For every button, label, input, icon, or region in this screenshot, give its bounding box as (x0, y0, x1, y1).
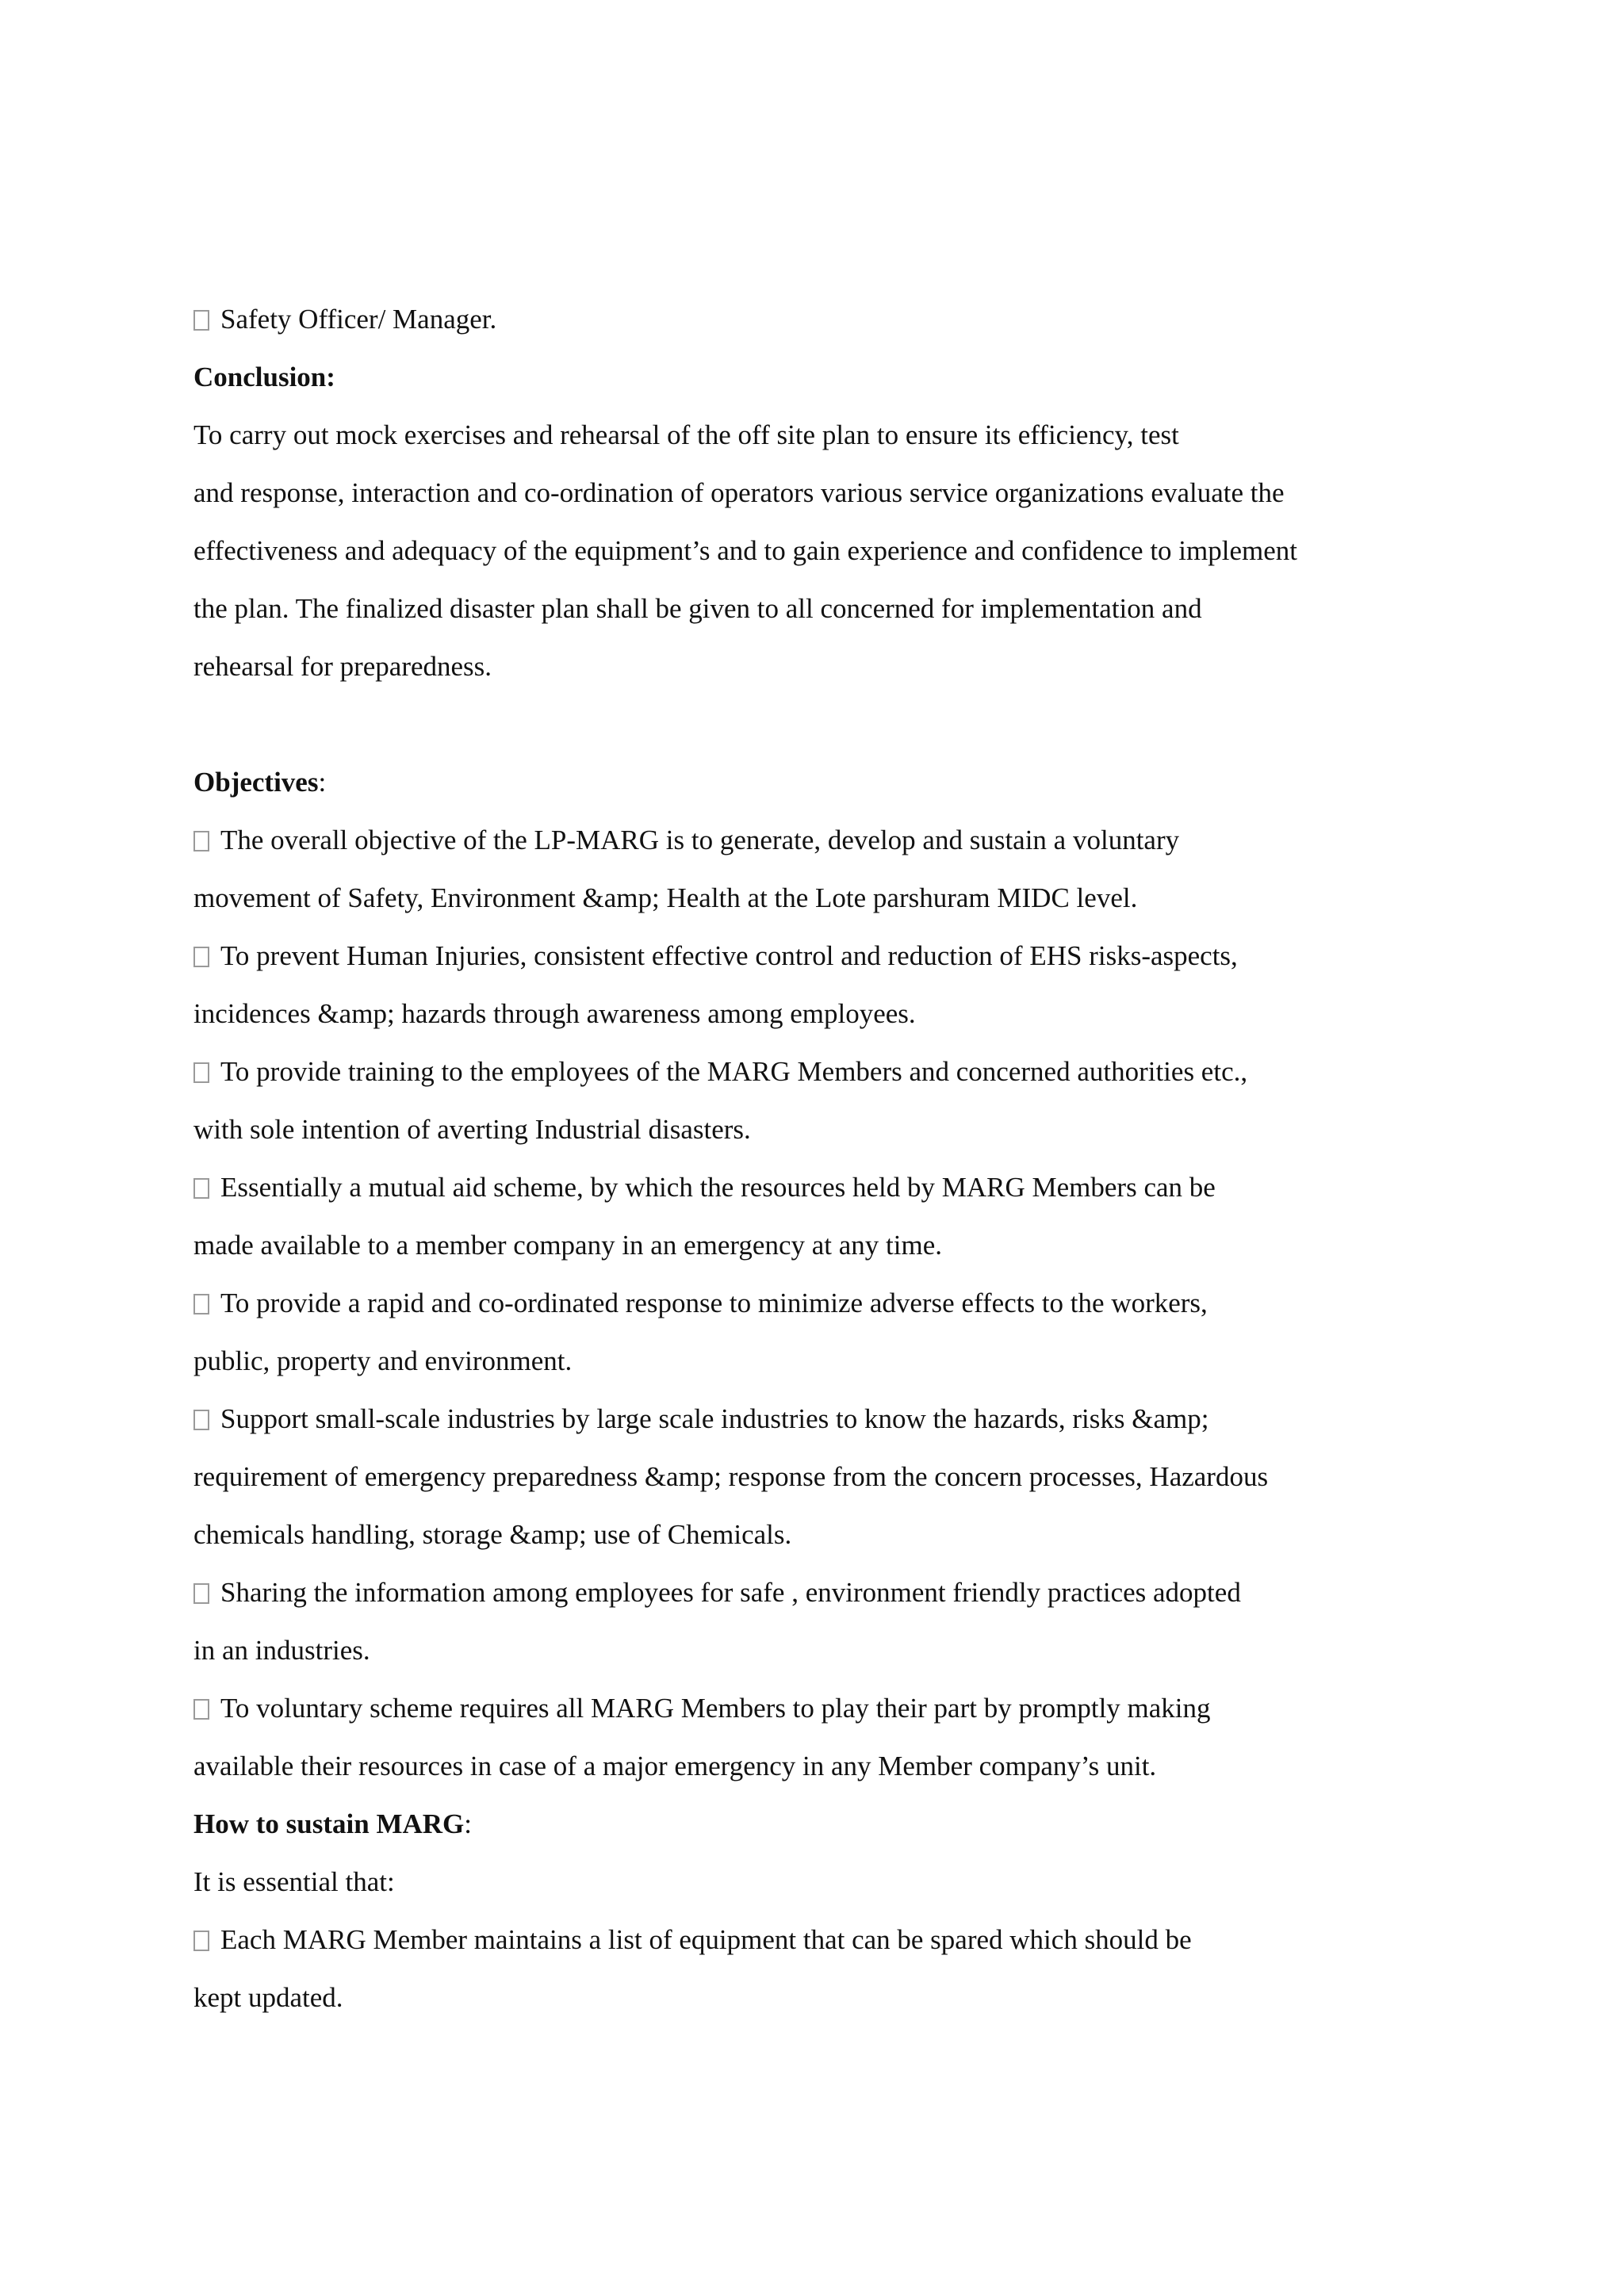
objectives-heading-text: Objectives (193, 767, 319, 798)
bullet-box-icon (193, 1931, 209, 1951)
list-item-text: The overall objective of the LP-MARG is to generate, develop and sustain a voluntary (220, 825, 1180, 855)
list-item (193, 927, 1415, 985)
sustain-heading-text: How to sustain MARG (193, 1808, 465, 1839)
paragraph-line: To carry out mock exercises and rehearsal of the off site plan to ensure its efficiency, test (193, 419, 1179, 450)
bullet-box-icon (193, 1294, 209, 1314)
list-item-continuation: available their resources in case of a major emergency in any Member company’s unit. (193, 1751, 1157, 1781)
bullet-box-icon (193, 947, 209, 967)
list-item-continuation: public, property and environment. (193, 1345, 573, 1376)
list-item-text: To voluntary scheme requires all MARG Members to play their part by promptly making (220, 1693, 1211, 1724)
bullet-box-icon (193, 1410, 209, 1430)
list-item-text: Safety Officer/ Manager. (220, 304, 497, 335)
list-item (193, 1679, 1415, 1737)
conclusion-heading: Conclusion: (193, 362, 335, 392)
list-item-continuation: incidences &amp; hazards through awareness among employees. (193, 998, 916, 1029)
list-item (193, 811, 1415, 869)
list-item-continuation: in an industries. (193, 1635, 370, 1666)
bullet-box-icon (193, 1062, 209, 1083)
list-item-text: Sharing the information among employees for safe , environment friendly practices adopted (220, 1577, 1241, 1608)
list-item-continuation: made available to a member company in an emergency at any time. (193, 1230, 942, 1261)
heading-colon: : (318, 767, 327, 798)
list-item (193, 290, 1415, 348)
list-item (193, 1563, 1415, 1621)
list-item-text: To provide a rapid and co-ordinated response to minimize adverse effects to the workers, (220, 1288, 1208, 1318)
list-item-continuation: chemicals handling, storage &amp; use of Chemicals. (193, 1519, 792, 1550)
list-item (193, 1390, 1415, 1448)
bullet-box-icon (193, 831, 209, 851)
paragraph-line: and response, interaction and co-ordination of operators various service organizations evaluate the (193, 477, 1285, 508)
list-item (193, 1274, 1415, 1332)
heading-colon: : (464, 1808, 473, 1839)
list-item (193, 1911, 1415, 1969)
sustain-intro: It is essential that: (193, 1866, 395, 1897)
bullet-box-icon (193, 1583, 209, 1604)
list-item (193, 1043, 1415, 1100)
paragraph-line: the plan. The finalized disaster plan shall be given to all concerned for implementation and (193, 593, 1202, 624)
page-body (193, 290, 1415, 2026)
bullet-box-icon (193, 310, 209, 331)
bullet-box-icon (193, 1178, 209, 1199)
list-item-continuation: with sole intention of averting Industrial disasters. (193, 1114, 751, 1145)
list-item-text: Essentially a mutual aid scheme, by which the resources held by MARG Members can be (220, 1172, 1216, 1203)
spacer (193, 695, 1415, 753)
sustain-heading (193, 1795, 1415, 1853)
objectives-heading (193, 753, 1415, 811)
list-item-continuation: requirement of emergency preparedness &amp; response from the concern processes, Hazardous (193, 1461, 1269, 1492)
list-item-text: To provide training to the employees of the MARG Members and concerned authorities etc., (220, 1056, 1248, 1087)
list-item-text: To prevent Human Injuries, consistent effective control and reduction of EHS risks-aspects, (220, 940, 1238, 971)
bullet-box-icon (193, 1699, 209, 1720)
list-item-continuation: kept updated. (193, 1982, 343, 2013)
list-item-text: Support small-scale industries by large scale industries to know the hazards, risks &amp; (220, 1403, 1209, 1434)
list-item-continuation: movement of Safety, Environment &amp; Health at the Lote parshuram MIDC level. (193, 882, 1138, 913)
list-item-text: Each MARG Member maintains a list of equipment that can be spared which should be (220, 1924, 1192, 1955)
paragraph-line: rehearsal for preparedness. (193, 651, 492, 682)
paragraph-line: effectiveness and adequacy of the equipment’s and to gain experience and confidence to implement (193, 535, 1298, 566)
list-item (193, 1158, 1415, 1216)
